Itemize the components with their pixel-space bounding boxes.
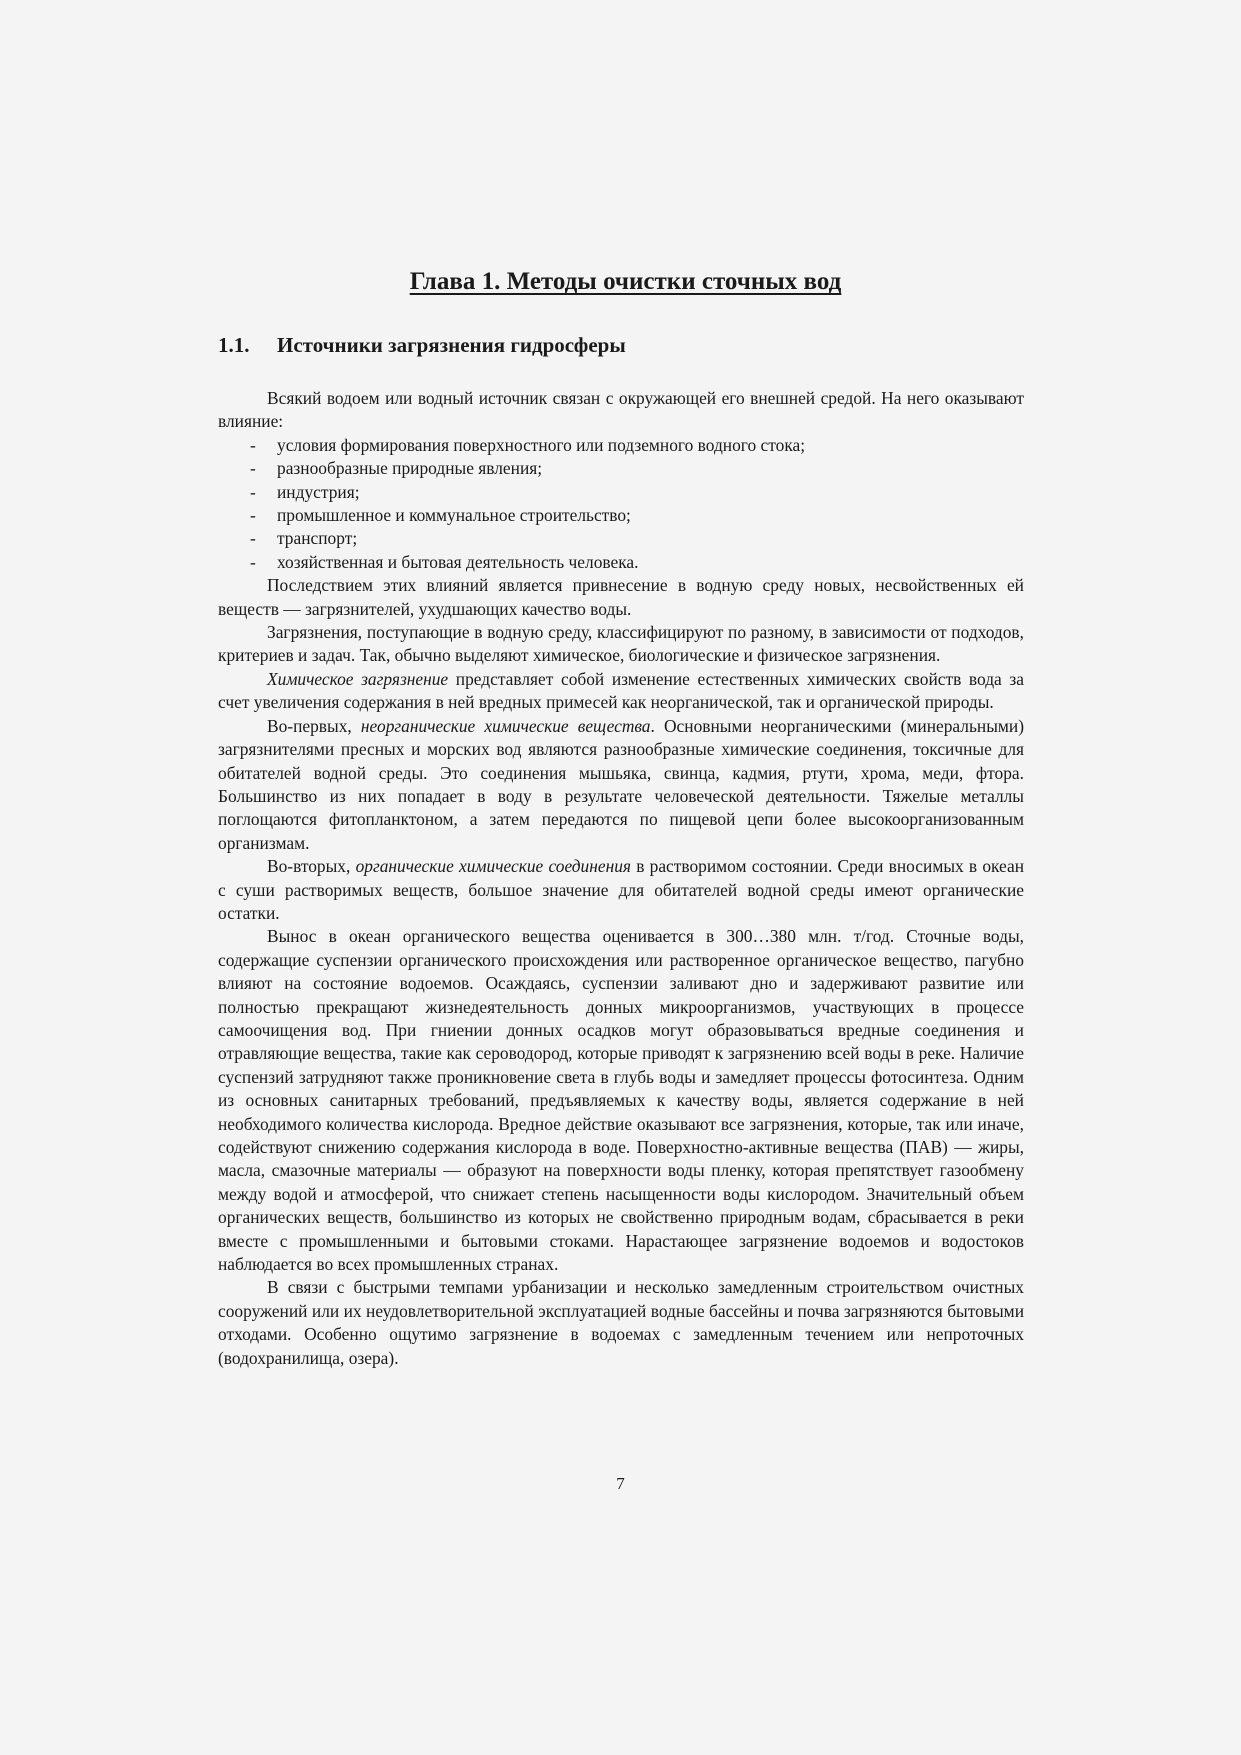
list-item (218, 551, 1024, 574)
list-item (218, 504, 1024, 527)
list-item-text: транспорт; (277, 528, 358, 549)
list-item (218, 434, 1024, 457)
list-item-text: индустрия; (277, 481, 360, 502)
term-organic-compounds: органические химические соединения (355, 856, 631, 877)
chapter-title (0, 268, 1241, 296)
body-text (218, 387, 1024, 1370)
list-marker: - (250, 528, 256, 549)
term-chemical-pollution: Химическое загрязнение (267, 668, 449, 689)
paragraph-organic-lead: Во-вторых, (267, 856, 356, 877)
chapter-title-text: Глава 1. Методы очистки сточных вод (409, 268, 842, 295)
paragraph-inorganic (218, 715, 1024, 855)
list-marker: - (250, 481, 256, 502)
page-number: 7 (616, 1474, 625, 1493)
paragraph-chemical-text: представляет собой изменение естественных химических свойств вода за счет увеличения содержания в ней вредных примесей как неорганической, так и органической природы. (218, 668, 1025, 713)
paragraph-intro: Всякий водоем или водный источник связан с окружающей его внешней средой. На него оказывают влияние: (218, 388, 1024, 432)
list-item-text: промышленное и коммунальное строительство; (277, 505, 631, 526)
influences-list (218, 434, 1024, 574)
paragraph-urbanization: В связи с быстрыми темпами урбанизации и несколько замедленным строительством очистных сооружений или их неудовлетворительной эксплуатацией водные бассейны и почва загрязняются бытовыми отходами. Особенно ощутимо загрязнение в водоемах с замедленным течением или непроточных (водохранилища, озера). (218, 1277, 1024, 1368)
list-marker: - (250, 458, 256, 479)
paragraph-classification: Загрязнения, поступающие в водную среду, классифицируют по разному, в зависимости от подходов, критериев и задач. Так, обычно выделяют химическое, биологические и физическое загрязнения. (218, 622, 1024, 666)
list-item (218, 527, 1024, 550)
section-title: Источники загрязнения гидросферы (277, 333, 626, 357)
list-item (218, 457, 1024, 480)
paragraph-inorganic-text: . Основными неорганическими (минеральными) загрязнителями пресных и морских вод являются разнообразные химические соединения, токсичные для обитателей водной среды. Это соединения мышьяка, свинца, кадмия, ртути, хрома, меди, фтора. Большинство из них попадает в воду в результате человеческой деятельности. Тяжелые металлы поглощаются фитопланктоном, а затем передаются по пищевой цепи более высокоорганизованным организмам. (218, 715, 1025, 853)
paragraph-organic-matter: Вынос в океан органического вещества оценивается в 300…380 млн. т/год. Сточные воды, содержащие суспензии органического происхождения или растворенное органическое вещество, пагубно влияют на состояние водоемов. Осаждаясь, суспензии заливают дно и задерживают развитие или полностью прекращают жизнедеятельность донных микроорганизмов, участвующих в процессе самоочищения вод. При гниении донных осадков могут образовываться вредные соединения и отравляющие вещества, такие как сероводород, которые приводят к загрязнению всей воды в реке. Наличие суспензий затрудняют также проникновение света в глубь воды и замедляет процессы фотосинтеза. Одним из основных санитарных требований, предъявляемых к качеству воды, является содержание в ней необходимого количества кислорода. Вредное действие оказывают все загрязнения, которые, так или иначе, содействуют снижению содержания кислорода в воде. Поверхностно-активные вещества (ПАВ) — жиры, масла, смазочные материалы — образуют на поверхности воды пленку, которая препятствует газообмену между водой и атмосферой, что снижает степень насыщенности воды кислородом. Значительный объем органических веществ, большинство из которых не свойственно природным водам, сбрасывается в реки вместе с промышленными и бытовыми стоками. Нарастающее загрязнение водоемов и водостоков наблюдается во всех промышленных странах. (218, 926, 1024, 1275)
list-item (218, 481, 1024, 504)
list-item-text: условия формирования поверхностного или подземного водного стока; (277, 434, 806, 455)
paragraph-organic-compounds (218, 855, 1024, 925)
term-inorganic-substances: неорганические химические вещества (360, 715, 651, 736)
paragraph-chemical (218, 668, 1024, 715)
list-marker: - (250, 551, 256, 572)
paragraph-inorganic-lead: Во-первых, (267, 715, 361, 736)
paragraph-consequence: Последствием этих влияний является привнесение в водную среду новых, несвойственных ей веществ — загрязнителей, ухудшающих качество воды. (218, 575, 1024, 619)
section-heading (218, 333, 626, 358)
paragraph-organic-compounds-text: в растворимом состоянии. Среди вносимых в океан с суши растворимых веществ, большое значение для обитателей водной среды имеют органические остатки. (218, 856, 1024, 923)
list-marker: - (250, 434, 256, 455)
list-marker: - (250, 505, 256, 526)
list-item-text: хозяйственная и бытовая деятельность человека. (277, 551, 639, 572)
list-item-text: разнообразные природные явления; (277, 458, 543, 479)
section-number: 1.1. (218, 333, 250, 357)
